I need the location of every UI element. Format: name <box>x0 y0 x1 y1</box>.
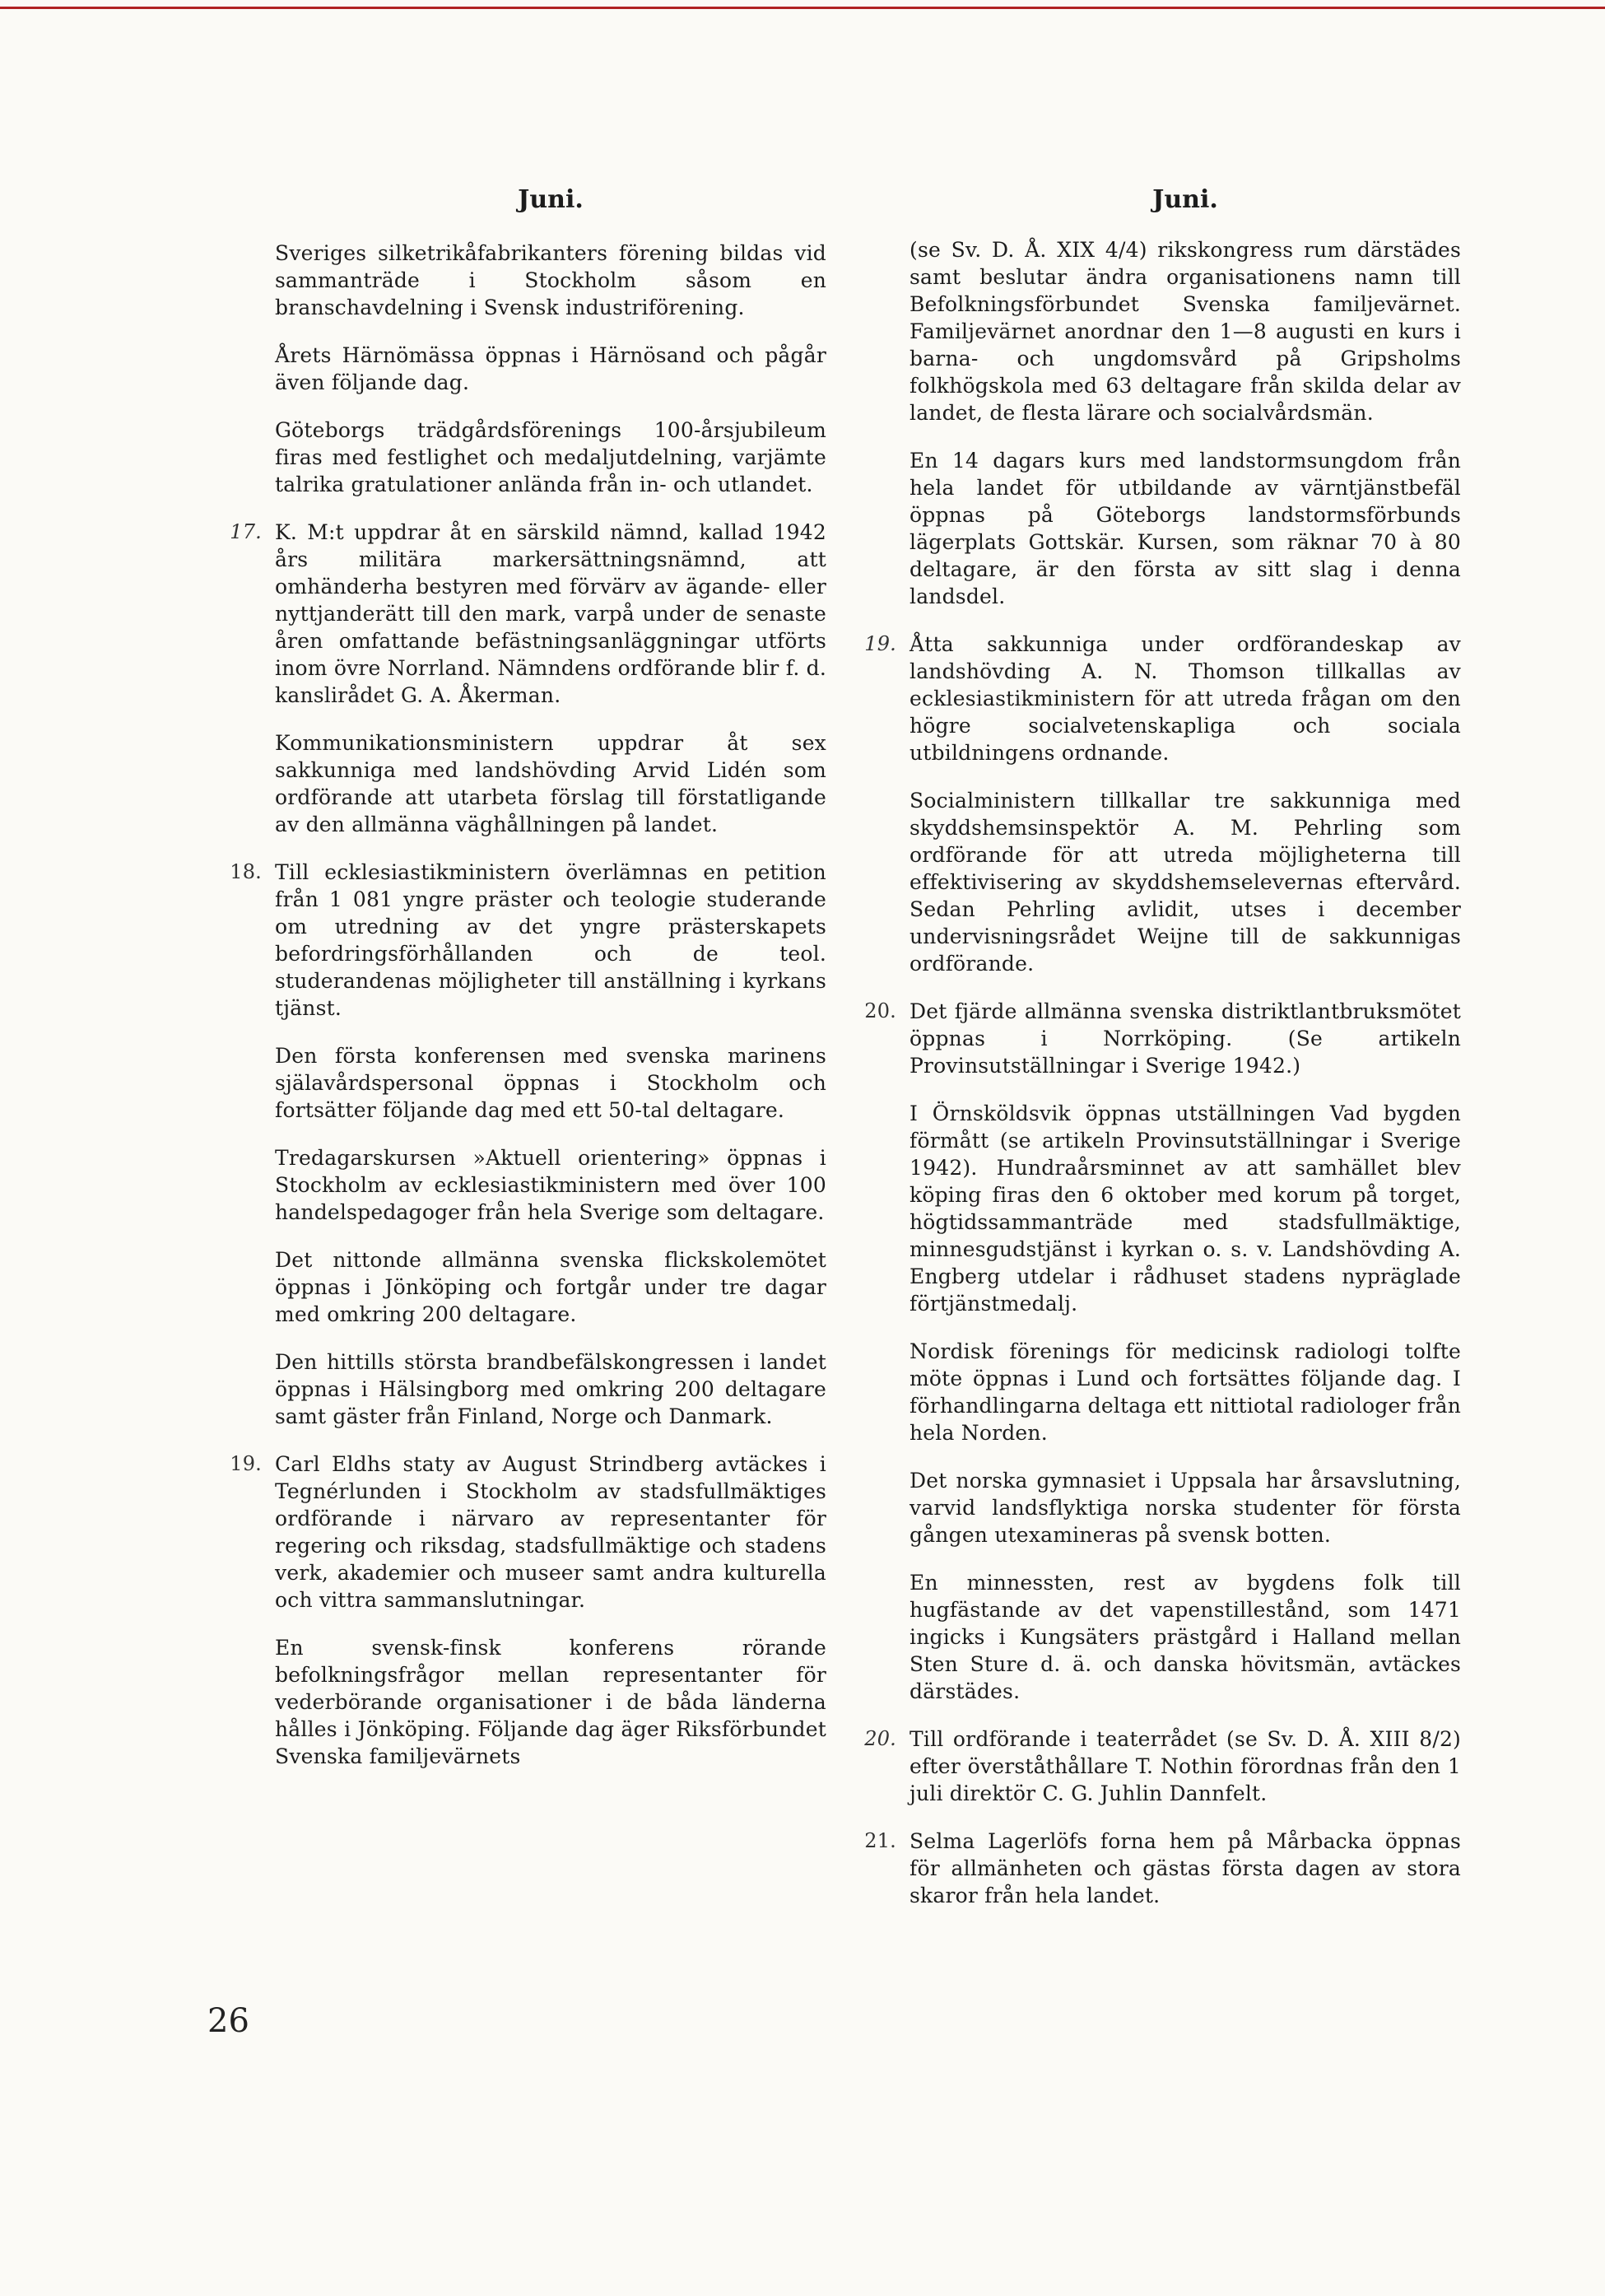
entry-text: Den första konferensen med svenska marinens själavårdspersonal öppnas i Stockholm och fortsätter följande dag med ett 50-tal deltagare. <box>275 1044 826 1122</box>
entry-text: Sveriges silketrikåfabrikanters förening bildas vid sammanträde i Stockholm såsom en branschavdelning i Svensk industriförening. <box>275 241 826 319</box>
entry-text: Till ordförande i teaterrådet (se Sv. D. Å. XIII 8/2) efter överståthållare T. Nothin förordnas från den 1 juli direktör C. G. Juhlin Dannfelt. <box>910 1727 1461 1805</box>
entry <box>275 1144 826 1226</box>
top-rule <box>0 7 1605 9</box>
entry-date: 20. <box>864 999 896 1022</box>
entry <box>230 519 826 709</box>
entry-text: (se Sv. D. Å. XIX 4/4) rikskongress rum därstädes samt beslutar ändra organisationens namn till Befolkningsförbundet Svenska familjevärnet. Familjevärnet anordnar den 1—8 augusti en kurs i barna- och ungdomsvård på Gripsholms folkhögskola med 63 deltagare från skilda delar av landet, de flesta lärare och socialvårdsmän. <box>910 238 1461 425</box>
entry-text: Det norska gymnasiet i Uppsala har årsavslutning, varvid landsflyktiga norska studenter för första gången utexamineras på svensk botten. <box>910 1469 1461 1547</box>
entry <box>910 1569 1461 1705</box>
entry <box>275 729 826 838</box>
entry-text: Göteborgs trädgårdsförenings 100-årsjubileum firas med festlighet och medaljutdelning, varjämte talrika gratulationer anlända från in- och utlandet. <box>275 418 826 496</box>
entry-text: Carl Eldhs staty av August Strindberg avtäckes i Tegnérlunden i Stockholm av stadsfullmäktiges ordförande i närvaro av representanter för regering och riksdag, stadsfullmäktige och stadens verk, akademier och museer samt andra kulturella och vittra sammanslutningar. <box>275 1452 826 1612</box>
entry-text: I Örnsköldsvik öppnas utställningen Vad bygden förmått (se artikeln Provinsutställningar i Sverige 1942). Hundraårsminnet av att samhället blev köping firas den 6 oktober med korum på torget, högtidssammanträde med stadsfullmäktige, minnesgudstjänst i kyrkan o. s. v. Landshövding A. Engberg utdelar i rådhuset stadens nypräglade förtjänstmedalj. <box>910 1101 1461 1316</box>
entry <box>910 1338 1461 1446</box>
entry <box>275 1634 826 1770</box>
entry-date: 19. <box>230 1452 262 1475</box>
entry-text: Det fjärde allmänna svenska distriktlantbruksmötet öppnas i Norrköping. (Se artikeln Provinsutställningar i Sverige 1942.) <box>910 999 1461 1078</box>
entry-text: Det nittonde allmänna svenska flickskolemötet öppnas i Jönköping och fortgår under tre dagar med omkring 200 deltagare. <box>275 1248 826 1326</box>
entry <box>910 447 1461 610</box>
page-number: 26 <box>207 2002 249 2040</box>
left-column <box>230 185 826 1791</box>
entry-text: Den hittills största brandbefälskongressen i landet öppnas i Hälsingborg med omkring 200 deltagare samt gäster från Finland, Norge och Danmark. <box>275 1350 826 1428</box>
entry-text: Till ecklesiastikministern överlämnas en petition från 1 081 yngre präster och teologie studerande om utredning av det yngre prästerskapets befordringsförhållanden och de teol. studerandenas möjligheter till anställning i kyrkans tjänst. <box>275 860 826 1020</box>
entry-text: En svensk-finsk konferens rörande befolkningsfrågor mellan representanter för vederbörande organisationer i de båda länderna hålles i Jönköping. Följande dag äger Riksförbundet Svenska familjevärnets <box>275 1636 826 1768</box>
entry <box>275 1042 826 1124</box>
entry-text: Socialministern tillkallar tre sakkunniga med skyddshemsinspektör A. M. Pehrling som ordförande för att utreda möjligheterna till effektivisering av skyddshemselevernas eftervård. Sedan Pehrling avlidit, utses i december undervisningsrådet Weijne till de sakkunnigas ordförande. <box>910 789 1461 976</box>
entry <box>864 1725 1461 1807</box>
entry-text: En minnessten, rest av bygdens folk till hugfästande av det vapenstillestånd, som 1471 ingicks i Kungsäters prästgård i Halland mellan Sten Sture d. ä. och danska hövitsmän, avtäckes därstädes. <box>910 1571 1461 1703</box>
entry <box>910 236 1461 426</box>
entry <box>275 1348 826 1430</box>
entry-text: Åtta sakkunniga under ordförandeskap av landshövding A. N. Thomson tillkallas av ecklesiastikministern för att utreda frågan om den högre socialvetenskapliga och sociala utbildningens ordnande. <box>910 632 1461 765</box>
entry-date: 20. <box>864 1727 896 1750</box>
entry-text: K. M:t uppdrar åt en särskild nämnd, kallad 1942 års militära markersättningsnämnd, att omhänderha bestyren med förvärv av ägande- eller nyttjanderätt till den mark, varpå under de senaste åren omfattande befästningsanläggningar utförts inom övre Norrland. Nämndens ordförande blir f. d. kanslirådet G. A. Åkerman. <box>275 520 826 707</box>
entry <box>275 240 826 321</box>
entry <box>275 342 826 396</box>
entry <box>230 859 826 1022</box>
entry <box>275 1246 826 1328</box>
entry <box>910 787 1461 977</box>
entry <box>910 1100 1461 1317</box>
entry <box>910 1467 1461 1549</box>
column-heading: Juni. <box>518 185 584 214</box>
right-column <box>864 185 1461 1930</box>
entry-text: Tredagarskursen »Aktuell orientering» öppnas i Stockholm av ecklesiastikministern med över 100 handelspedagoger från hela Sverige som deltagare. <box>275 1146 826 1224</box>
entry-date: 19. <box>864 632 896 655</box>
entry <box>864 1828 1461 1909</box>
entry <box>864 998 1461 1079</box>
entry <box>864 631 1461 766</box>
column-heading: Juni. <box>1152 185 1218 214</box>
entry-text: Nordisk förenings för medicinsk radiologi tolfte möte öppnas i Lund och fortsättes följande dag. I förhandlingarna deltaga ett nittiotal radiologer från hela Norden. <box>910 1339 1461 1445</box>
entry-text: Årets Härnömässa öppnas i Härnösand och pågår även följande dag. <box>275 343 826 394</box>
entry-date: 21. <box>864 1829 896 1852</box>
entry-date: 18. <box>230 860 262 883</box>
entry <box>275 417 826 498</box>
entry-text: Selma Lagerlöfs forna hem på Mårbacka öppnas för allmänheten och gästas första dagen av stora skaror från hela landet. <box>910 1829 1461 1907</box>
entry-text: En 14 dagars kurs med landstormsungdom från hela landet för utbildande av värntjänstbefäl öppnas på Göteborgs landstormsförbunds lägerplats Gottskär. Kursen, som räknar 70 à 80 deltagare, är den första av sitt slag i denna landsdel. <box>910 449 1461 608</box>
entry-date: 17. <box>230 520 262 543</box>
entry-text: Kommunikationsministern uppdrar åt sex sakkunniga med landshövding Arvid Lidén som ordförande att utarbeta förslag till förstatligande av den allmänna väghållningen på landet. <box>275 731 826 836</box>
entry <box>230 1451 826 1614</box>
